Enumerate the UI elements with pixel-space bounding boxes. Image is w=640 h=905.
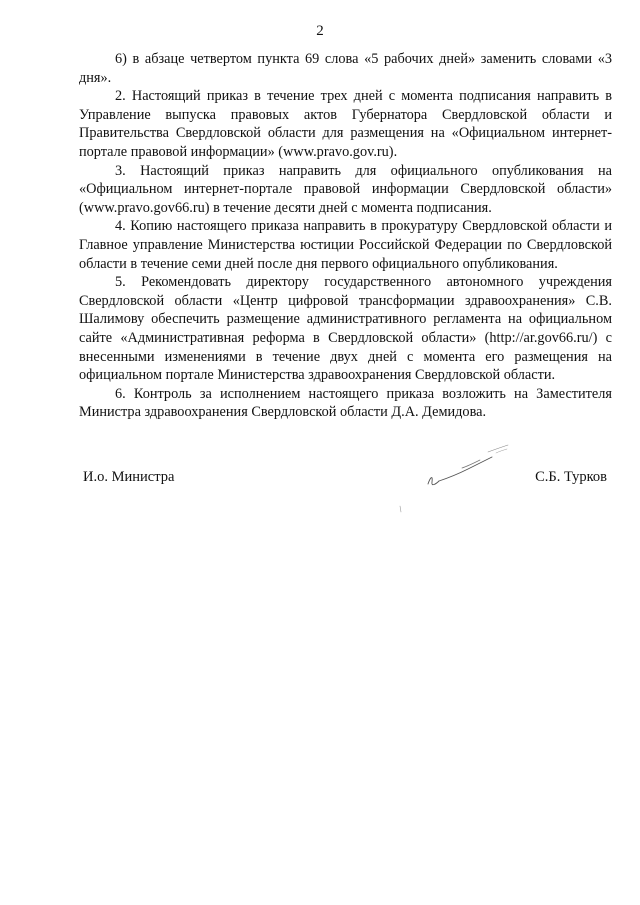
document-body <box>79 50 612 422</box>
signatory-name: С.Б. Турков <box>535 469 607 485</box>
page-number: 2 <box>316 23 324 39</box>
paragraph-6-control: 6. Контроль за исполнением настоящего приказа возложить на Заместителя Министра здравоохранения Свердловской области Д.А. Демидова. <box>79 385 612 421</box>
signatory-role: И.о. Министра <box>83 469 175 485</box>
handwritten-signature <box>392 438 512 518</box>
signature-block <box>83 468 607 488</box>
paragraph-3-publication-regional: 3. Настоящий приказ направить для официального опубликования на «Официальном интернет-портале правовой информации Свердловской области» (www.pravo.gov66.ru) в течение десяти дней с момента подписания. <box>79 162 612 216</box>
paragraph-item-6-abzac: 6) в абзаце четвертом пункта 69 слова «5 рабочих дней» заменить словами «3 дня». <box>79 51 612 86</box>
paragraph-4-prosecutor-copy: 4. Копию настоящего приказа направить в прокуратуру Свердловской области и Главное управление Министерства юстиции Российской Федерации по Свердловской области в течение семи дней после дня первого официального опубликования. <box>79 218 612 272</box>
paragraph-2-publication-pravo: 2. Настоящий приказ в течение трех дней с момента подписания направить в Управление выпуска правовых актов Губернатора Свердловской области и Правительства Свердловской области для размещения на «Официальном интернет-портале правовой информации» (www.pravo.gov.ru). <box>79 88 612 160</box>
paragraph-5-recommendation: 5. Рекомендовать директору государственного автономного учреждения Свердловской области «Центр цифровой трансформации здравоохранения» С.В. Шалимову обеспечить размещение административного регламента на официальном сайте «Административная реформа в Свердловской области» (http://ar.gov66.ru/) с внесенными изменениями в течение двух дней с момента его размещения на официальном портале Министерства здравоохранения Свердловской области. <box>79 274 612 384</box>
